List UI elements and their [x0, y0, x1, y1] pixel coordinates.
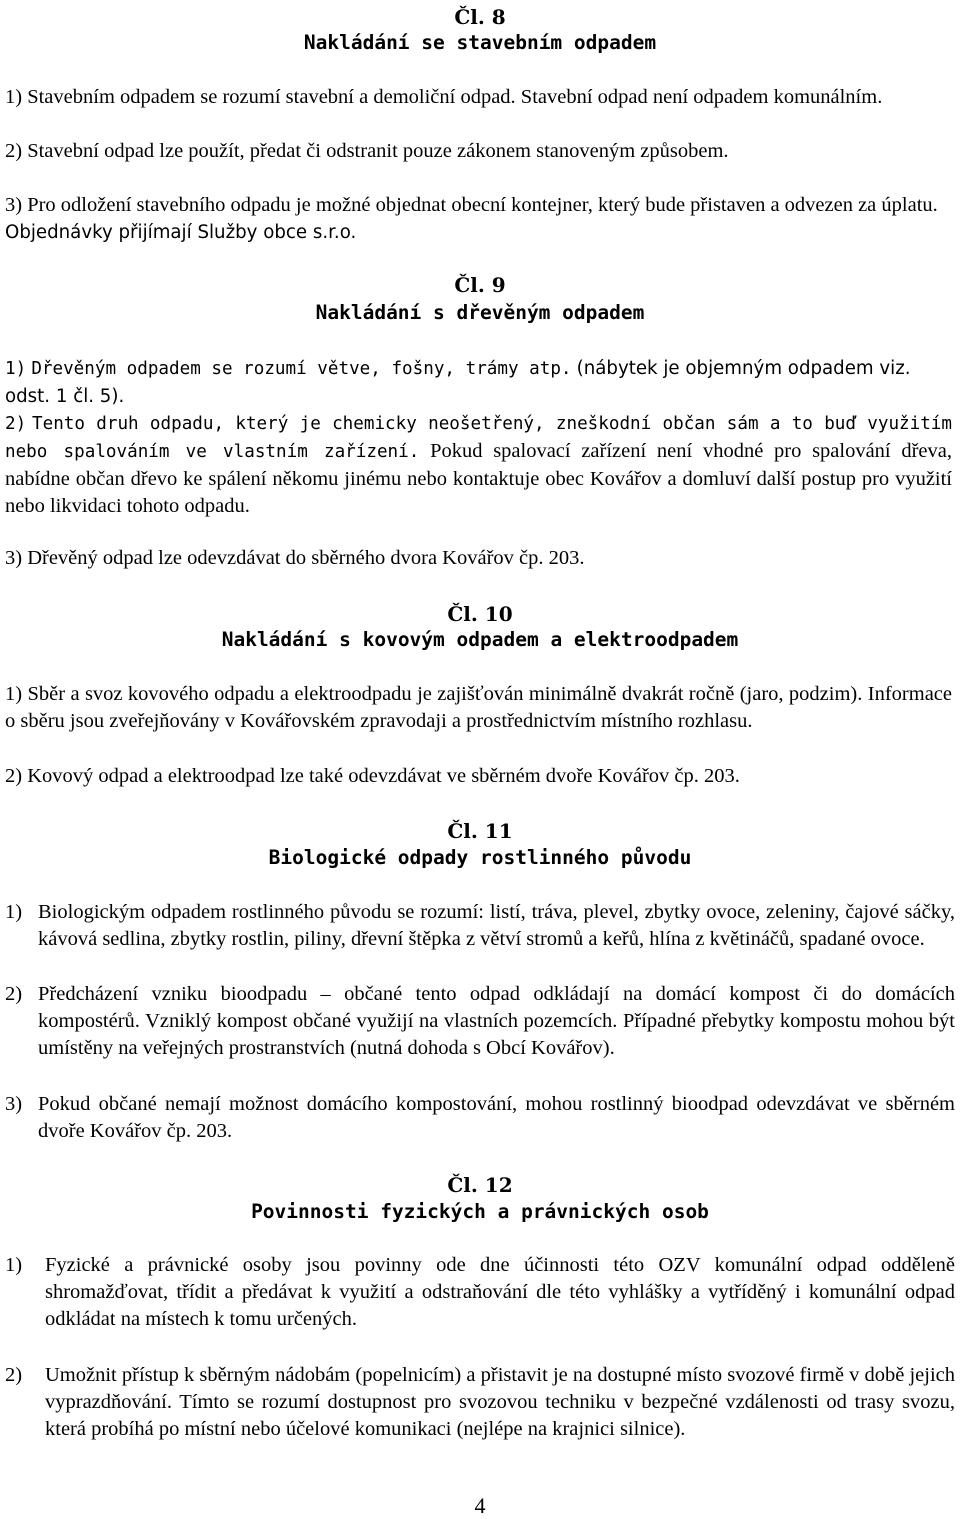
article-8-label: Čl. 8 [454, 5, 506, 29]
article-9-label: Čl. 9 [454, 273, 506, 297]
article-8-item-3: 3) Pro odložení stavebního odpadu je možné objednat obecní kontejner, který bude přistaven a odvezen za úplatu. Objednávky přijímají Služby obce s.r.o. [5, 194, 938, 243]
article-10-label: Čl. 10 [447, 602, 513, 626]
article-10-item-1: 1) Sběr a svoz kovového odpadu a elektroodpadu je zajišťován minimálně dvakrát ročně (jaro, podzim). Informace o sběru jsou zveřejňovány v Kovářovském zpravodaji a prostřednictvím místního rozhlasu. [5, 683, 952, 732]
article-12-label: Čl. 12 [447, 1173, 513, 1197]
article-9-item-3: 3) Dřevěný odpad lze odevzdávat do sběrného dvora Kovářov čp. 203. [5, 547, 585, 569]
article-8-item-1: 1) Stavebním odpadem se rozumí stavební a demoliční odpad. Stavební odpad není odpadem komunálním. [5, 86, 883, 108]
article-8-item-3-note: Objednávky přijímají Služby obce s.r.o. [5, 222, 357, 243]
article-11-label: Čl. 11 [447, 819, 513, 843]
article-9-item-2: 2) Tento druh odpadu, který je chemicky neošetřený, zneškodní občan sám a to buď využitím nebo spalováním ve vlastním zařízení. Pokud spalovací zařízení není vhodné pro spalování dřeva, nabídne občan dřevo ke spálení někomu jinému nebo kontaktuje obec Kovářov a domluví další postup pro využití nebo likvidaci tohoto odpadu. [5, 414, 953, 517]
article-9-item-1: 1) Dřevěným odpadem se rozumí větve, fošny, trámy atp. (nábytek je objemným odpadem viz. odst. 1 čl. 5). [5, 358, 911, 407]
article-8-title: Nakládání se stavebním odpadem [303, 31, 657, 54]
article-8-item-2: 2) Stavební odpad lze použít, předat či odstranit pouze zákonem stanoveným způsobem. [5, 140, 729, 162]
article-9-title: Nakládání s dřevěným odpadem [315, 301, 645, 324]
article-10-item-2: 2) Kovový odpad a elektroodpad lze také odevzdávat ve sběrném dvoře Kovářov čp. 203. [5, 765, 740, 787]
page-number: 4 [474, 1493, 486, 1518]
article-11-title: Biologické odpady rostlinného původu [268, 846, 692, 869]
document-page: Čl. 8 Nakládání se stavebním odpadem 1) Stavebním odpadem se rozumí stavební a demoliční odpad. Stavební odpad není odpadem komunálním. 2) Stavební odpad lze použít, předat či odstranit pouze zákonem stanoveným způsobem. 3) Pro odložení stavebního odpadu je možné objednat obecní kontejner, který bude přistaven a odvezen za úplatu. Objednávky přijímají Služby obce s.r.o. Čl. 9 Nakládání s dřevěným odpadem 1) Dřevěným odpadem se rozumí větve, fošny, trámy atp. (nábytek je objemným odpadem viz. odst. 1 čl. 5). 2) Tento druh odpadu, který je chemicky neošetřený, zneškodní občan sám a to buď využitím nebo spalováním ve vlastním zařízení. Pokud spalovací zařízení není vhodné pro spalování dřeva, nabídne občan dřevo ke spálení někomu jinému nebo kontaktuje obec Kovářov a domluví další postup pro využití nebo likvidaci tohoto odpadu. 3) Dřevěný odpad lze odevzdávat do sběrného dvora Kovářov čp. 203. Čl. 10 Nakládání s kovovým odpadem a elektroodpadem 1) Sběr a svoz kovového odpadu a elektroodpadu je zajišťován minimálně dvakrát ročně (jaro, podzim). Informace o sběru jsou zveřejňovány v Kovářovském zpravodaji a prostřednictvím místního rozhlasu. 2) Kovový odpad a elektroodpad lze také odevzdávat ve sběrném dvoře Kovářov čp. 203. Čl. 11 Biologické odpady rostlinného původu 1) Biologickým odpadem rostlinného původu se rozumí: listí, tráva, plevel, zbytky ovoce, zeleniny, čajové sáčky, kávová sedlina, zbytky rostlin, piliny, dřevní štěpka z větví stromů a keřů, hlína z květináčů, spadané ovoce. 2) Předcházení vzniku bioodpadu – občané tento odpad odkládají na domácí kompost či do domácích kompostérů. Vzniklý kompost občané využijí na vlastních pozemcích. Případné přebytky kompostu mohou být umístěny na veřejných prostranstvích (nutná dohoda s Obcí Kovářov). 3) Pokud občané nemají možnost domácího kompostování, mohou rostlinný bioodpad odevzdávat ve sběrném dvoře Kovářov čp. 203. Čl. 12 Povinnosti fyzických a právnických osob 1) Fyzické a právnické osoby jsou povinny ode dne účinnosti této OZV komunální odpad odděleně shromažďovat, třídit a předávat k využití a odstraňování dle této vyhlášky a vytříděný i komunální odpad odkládat na místech k tomu určených. 2) Umožnit přístup k sběrným nádobám (popelnicím) a přistavit je na dostupné místo svozové firmě v době jejich vyprazdňování. Tímto se rozumí dostupnost pro svozovou techniku v bezpečné vzdálenosti od trasy svozu, která probíhá po místní nebo účelové komunikaci (nejlépe na krajnici silnice). 4 [0, 0, 960, 1519]
article-10-title: Nakládání s kovovým odpadem a elektroodpadem [221, 628, 739, 651]
article-12-title: Povinnosti fyzických a právnických osob [251, 1200, 709, 1223]
